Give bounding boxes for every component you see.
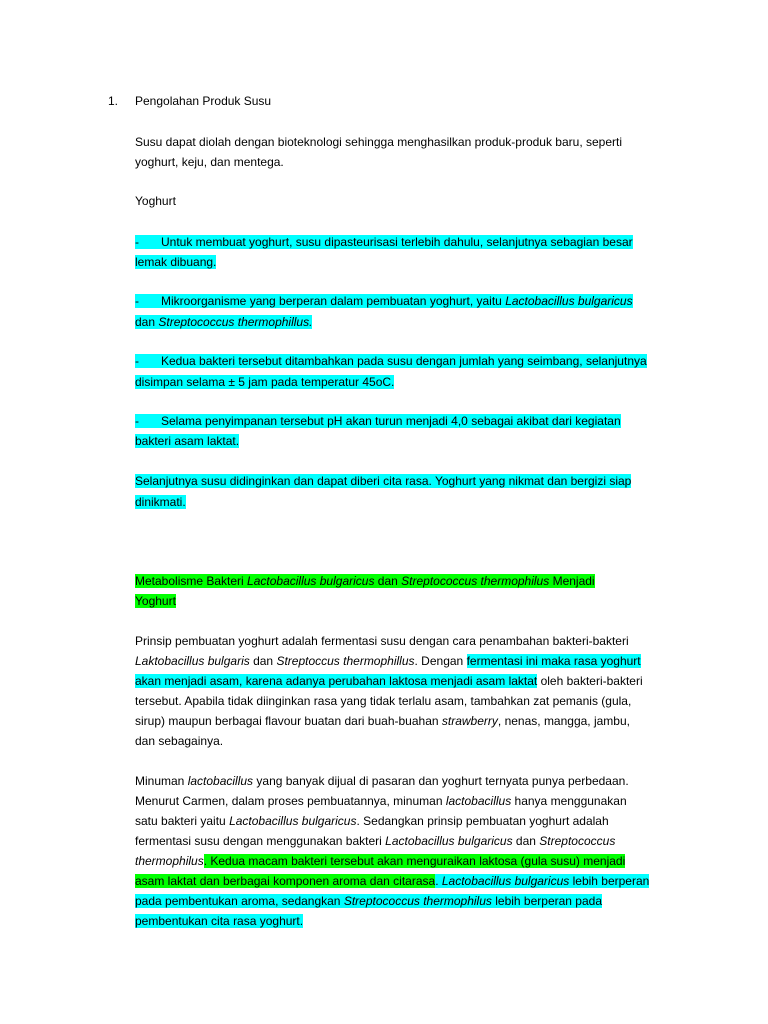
p1-line-5: sirup) maupun berbagai flavour buatan dari buah-buahan strawberry, nenas, mangga, jambu,: [135, 714, 630, 728]
bullet-3-line-2: disimpan selama ± 5 jam pada temperatur 45oC.: [135, 375, 395, 389]
bullet-4-line-2: bakteri asam laktat.: [135, 434, 240, 448]
p1-line-1: Prinsip pembuatan yoghurt adalah fermentasi susu dengan cara penambahan bakteri-bakteri: [135, 634, 629, 648]
p2-line-4: fermentasi susu dengan menggunakan bakteri Lactobacillus bulgaricus dan Streptococcus: [135, 834, 616, 848]
section-number: 1.: [108, 94, 119, 108]
p1-line-3: akan menjadi asam, karena adanya perubahan laktosa menjadi asam laktat oleh bakteri-bakteri: [135, 674, 643, 688]
bullet-1-line-1: - Untuk membuat yoghurt, susu dipasteurisasi terlebih dahulu, selanjutnya sebagian besar: [135, 235, 633, 249]
p1-line-2: Laktobacillus bulgaris dan Streptoccus thermophillus. Dengan fermentasi ini maka rasa yoghurt: [135, 654, 641, 668]
p2-line-5: thermophilus. Kedua macam bakteri tersebut akan menguraikan laktosa (gula susu) menjadi: [135, 854, 626, 868]
p2-line-3: satu bakteri yaitu Lactobacillus bulgaricus. Sedangkan prinsip pembuatan yoghurt adalah: [135, 814, 609, 828]
p2-line-8: pembentukan cita rasa yoghurt.: [135, 914, 304, 928]
p2-line-6: asam laktat dan berbagai komponen aroma dan citarasa. Lactobacillus bulgaricus lebih berperan: [135, 874, 650, 888]
intro-line-2: yoghurt, keju, dan mentega.: [135, 155, 284, 169]
closing-line-2: dinikmati.: [135, 495, 186, 509]
metabolisme-heading-line-2: Yoghurt: [135, 594, 176, 608]
p1-line-6: dan sebagainya.: [135, 734, 224, 748]
bullet-2-line-1: - Mikroorganisme yang berperan dalam pembuatan yoghurt, yaitu Lactobacillus bulgaricus: [135, 294, 633, 308]
closing-line-1: Selanjutnya susu didinginkan dan dapat diberi cita rasa. Yoghurt yang nikmat dan bergizi siap: [135, 474, 632, 488]
bullet-1-line-2: lemak dibuang.: [135, 255, 217, 269]
p2-line-1: Minuman lactobacillus yang banyak dijual di pasaran dan yoghurt ternyata punya perbedaan.: [135, 774, 629, 788]
p1-line-4: tersebut. Apabila tidak diinginkan rasa yang tidak terlalu asam, tambahkan zat pemanis (gula,: [135, 694, 632, 708]
section-title: Pengolahan Produk Susu: [135, 94, 272, 108]
intro-line-1: Susu dapat diolah dengan bioteknologi sehingga menghasilkan produk-produk baru, seperti: [135, 135, 623, 149]
p2-line-2: Menurut Carmen, dalam proses pembuatannya, minuman lactobacillus hanya menggunakan: [135, 794, 627, 808]
bullet-2-line-2: dan Streptococcus thermophillus.: [135, 315, 313, 329]
bullet-3-line-1: - Kedua bakteri tersebut ditambahkan pada susu dengan jumlah yang seimbang, selanjutnya: [135, 354, 647, 368]
bullet-4-line-1: - Selama penyimpanan tersebut pH akan turun menjadi 4,0 sebagai akibat dari kegiatan: [135, 414, 621, 428]
p2-line-7: pada pembentukan aroma, sedangkan Streptococcus thermophilus lebih berperan pada: [135, 894, 602, 908]
metabolisme-heading-line-1: Metabolisme Bakteri Lactobacillus bulgaricus dan Streptococcus thermophilus Menjadi: [135, 574, 595, 588]
yoghurt-heading: Yoghurt: [135, 194, 176, 208]
